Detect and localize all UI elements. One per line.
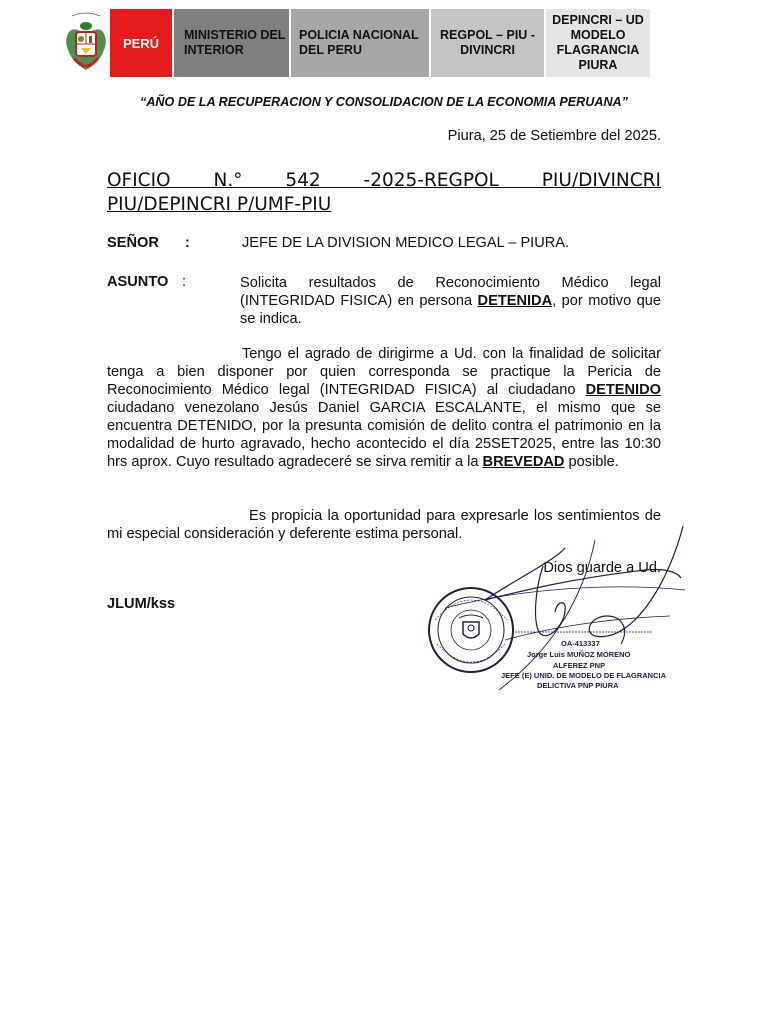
- year-motto: “AÑO DE LA RECUPERACION Y CONSOLIDACION DE LA ECONOMIA PERUANA”: [140, 95, 628, 109]
- official-seal: [429, 588, 513, 672]
- date-line: Piura, 25 de Setiembre del 2025.: [447, 128, 661, 144]
- signature-title-2: DELICTIVA PNP PIURA: [537, 681, 619, 690]
- body-p1-a: Tengo el agrado de dirigirme a Ud. con la finalidad de solicitar tenga a bien disponer por quien corresponda se practique la Pericia de Reconocimiento Médico legal (INTEGRIDAD FISICA) al ciudadano: [107, 346, 661, 398]
- body-p1-c: posible.: [564, 454, 619, 470]
- signature-rank: ALFEREZ PNP: [553, 661, 606, 670]
- body-paragraph-1: [107, 345, 661, 471]
- asunto-colon: :: [182, 274, 187, 290]
- header-policia: POLICIA NACIONAL DEL PERU: [291, 9, 429, 77]
- signature-title-1: JEFE (E) UNID. DE MODELO DE FLAGRANCIA: [501, 671, 667, 680]
- asunto-text-a: Solicita resultados de Reconocimiento Médico legal (INTEGRIDAD FISICA) en persona: [240, 275, 661, 309]
- asunto-text: [240, 274, 661, 328]
- header-depincri: DEPINCRI – UD MODELO FLAGRANCIA PIURA: [546, 9, 650, 77]
- coat-of-arms-logo: [64, 10, 108, 76]
- senor-value: JEFE DE LA DIVISION MEDICO LEGAL – PIURA.: [242, 235, 570, 251]
- body-paragraph-2: Es propicia la oportunidad para expresarle los sentimientos de mi especial consideración y deferente estima personal.: [107, 508, 661, 542]
- signature-stamp-block: [415, 520, 700, 700]
- asunto-label: ASUNTO: [107, 274, 169, 290]
- oficio-line-1: OFICIO N.° 542 -2025-REGPOL PIU/DIVINCRI: [107, 170, 661, 191]
- body-p1-emphasis-1: DETENIDO: [585, 382, 661, 398]
- closing-line: Dios guarde a Ud.: [543, 560, 661, 576]
- oficio-number: [107, 169, 661, 217]
- signature-name: Jorge Luis MUÑOZ MORENO: [527, 650, 631, 659]
- asunto-emphasis: DETENIDA: [477, 293, 553, 309]
- body-p1-emphasis-2: BREVEDAD: [482, 454, 565, 470]
- senor-colon: :: [185, 235, 190, 251]
- header-regpol: REGPOL – PIU - DIVINCRI: [431, 9, 544, 77]
- header-peru: PERÚ: [110, 9, 172, 77]
- body-p1-b: ciudadano venezolano Jesús Daniel GARCIA ESCALANTE, el mismo que se encuentra DETENIDO, por la presunta comisión de delito contra el patrimonio en la modalidad de hurto agravado, hecho acontecido el día 25SET2025, entre las 10:30 hrs aprox. Cuyo resultado agradeceré se sirva remitir a la: [107, 400, 661, 470]
- asunto-text-b: , por motivo que se indica.: [240, 293, 661, 327]
- header-ministerio: MINISTERIO DEL INTERIOR: [174, 9, 289, 77]
- senor-label: SEÑOR: [107, 235, 159, 251]
- oficio-line-2: PIU/DEPINCRI P/UMF-PIU: [107, 194, 332, 215]
- initials: JLUM/kss: [107, 596, 176, 612]
- signature-cip: OA-413337: [561, 639, 600, 648]
